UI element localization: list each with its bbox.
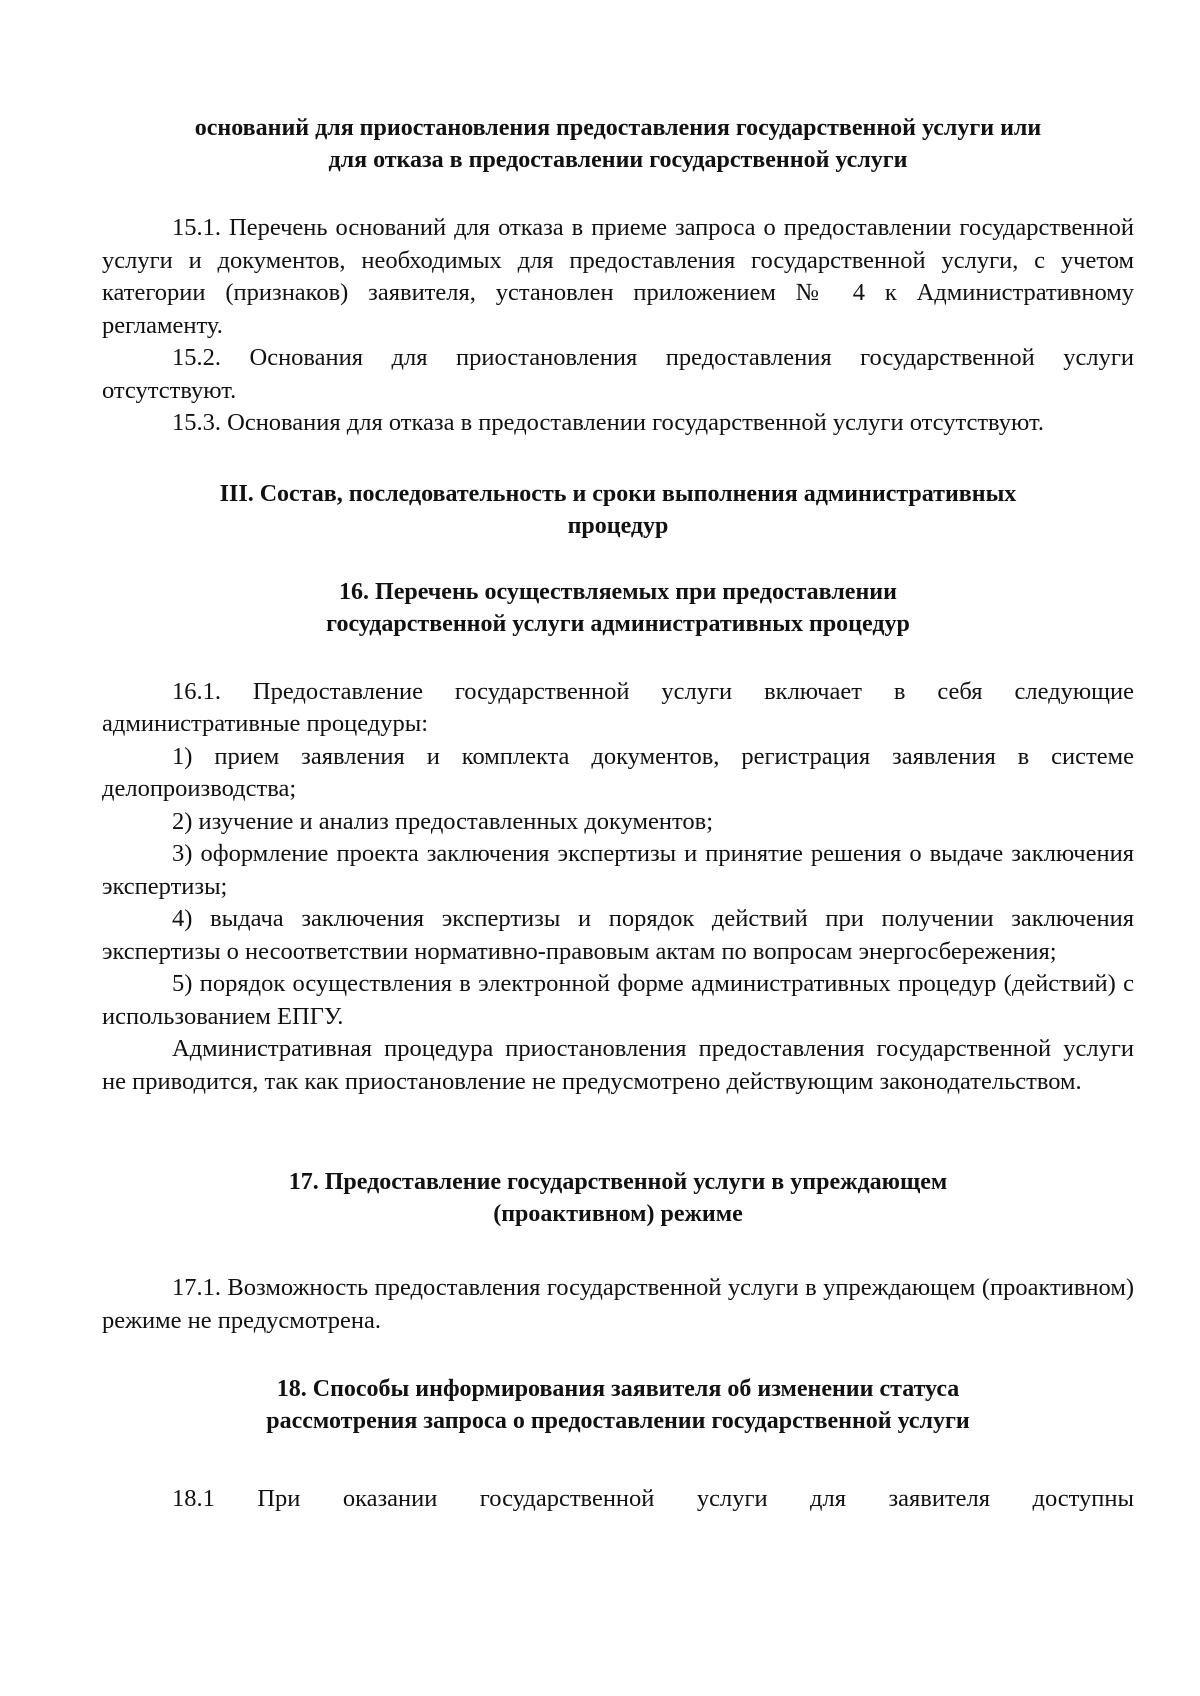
paragraph-15-1: 15.1. Перечень оснований для отказа в приеме запроса о предоставлении государственной услуги и документов, необходимых для предоставления государственной услуги, с учетом категории (признаков) заявителя, установлен приложением № 4 к Административному регламенту. (102, 214, 1134, 339)
section-16-title (102, 576, 1134, 640)
section-18-title-line-2: рассмотрения запроса о предоставлении государственной услуги (266, 1408, 970, 1434)
paragraph-15-3: 15.3. Основания для отказа в предоставлении государственной услуги отсутствуют. (172, 409, 1044, 436)
part-3-title (102, 478, 1134, 542)
paragraph-16-suspension-note: Административная процедура приостановления предоставления государственной услуги не приводится, так как приостановление не предусмотрено действующим законодательством. (102, 1035, 1134, 1095)
paragraph-18-1: 18.1 При оказании государственной услуги для заявителя доступны (172, 1485, 1134, 1512)
section-16-title-line-2: государственной услуги административных процедур (326, 610, 910, 637)
part-3-title-line-1: III. Состав, последовательность и сроки выполнения административных (219, 480, 1017, 507)
section-17-title-line-2: (проактивном) режиме (493, 1201, 743, 1227)
section-16-title-line-1: 16. Перечень осуществляемых при предоставлении (339, 578, 897, 605)
section-15-title-line-1: оснований для приостановления предоставления государственной услуги или (194, 115, 1042, 141)
list-item-16-1-1: 1) прием заявления и комплекта документов, регистрация заявления в системе делопроизводства; (102, 742, 1134, 802)
list-item-16-1-2: 2) изучение и анализ предоставленных документов; (172, 807, 714, 835)
part-3-title-line-2: процедур (567, 512, 669, 539)
section-18-title-line-1: 18. Способы информирования заявителя об изменении статуса (276, 1376, 960, 1402)
section-15-title-line-2: для отказа в предоставлении государственной услуги (328, 147, 908, 173)
list-item-16-1-4: 4) выдача заключения экспертизы и порядок действий при получении заключения экспертизы о несоответствии нормативно-правовым актам по вопросам энергосбережения; (102, 905, 1134, 965)
section-16-body (102, 676, 1134, 1099)
paragraph-15-2: 15.2. Основания для приостановления предоставления государственной услуги отсутствуют. (102, 344, 1134, 404)
list-item-16-1-3: 3) оформление проекта заключения экспертизы и принятие решения о выдаче заключения экспертизы; (102, 840, 1134, 900)
document-page (102, 112, 1134, 1516)
list-item-16-1-5: 5) порядок осуществления в электронной форме административных процедур (действий) с использованием ЕПГУ. (102, 970, 1134, 1030)
section-18-body (102, 1483, 1134, 1516)
section-15-body (102, 212, 1134, 440)
section-17-body (102, 1272, 1134, 1337)
paragraph-17-1: 17.1. Возможность предоставления государственной услуги в упреждающем (проактивном) режиме не предусмотрена. (102, 1274, 1134, 1334)
section-15-title (102, 112, 1134, 176)
section-17-title-line-1: 17. Предоставление государственной услуги в упреждающем (288, 1169, 948, 1195)
paragraph-16-1: 16.1. Предоставление государственной услуги включает в себя следующие административные процедуры: (102, 677, 1134, 737)
section-17-title (102, 1166, 1134, 1230)
section-18-title (102, 1373, 1134, 1437)
